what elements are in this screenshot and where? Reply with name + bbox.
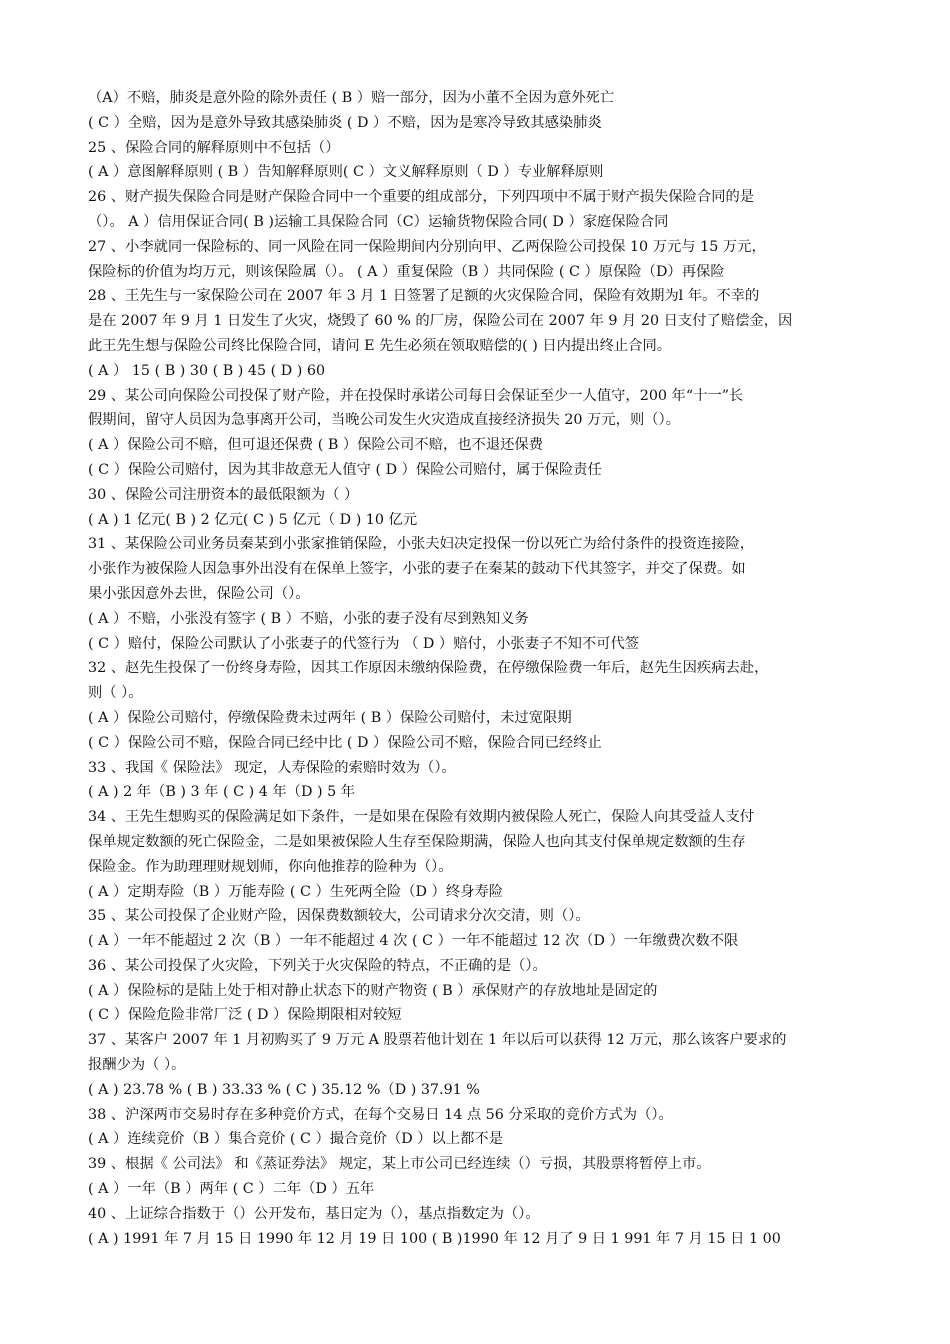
text-line: 果小张因意外去世，保险公司（）。 <box>88 585 310 602</box>
text-line: 假期间，留守人员因为急事离开公司，当晚公司发生火灾造成直接经济损失 20 万元，则（）。 <box>88 412 681 429</box>
text-line: （A）不赔，肺炎是意外险的除外责任 ( B ）赔一部分，因为小董不全因为意外死亡 <box>88 90 615 106</box>
text-line: ( A ） 15 ( B ) 30 ( B ) 45 ( D ) 60 <box>88 362 326 379</box>
text-line: 则（ ）。 <box>88 685 143 702</box>
text-line: ( C ）赔付，保险公司默认了小张妻子的代签行为 （ D ）赔付，小张妻子不知不可代签 <box>88 635 640 652</box>
text-line: 31 、某保险公司业务员秦某到小张家推销保险，小张夫妇决定投保一份以死亡为给付条件的投资连接险， <box>88 536 755 553</box>
text-line: 小张作为被保险人因急事外出没有在保单上签字，小张的妻子在秦某的鼓动下代其签字，并交了保费。如 <box>88 561 746 578</box>
text-line: ( C ）全赔，因为是意外导致其感染肺炎 ( D ）不赔，因为是寒冷导致其感染肺炎 <box>88 114 602 131</box>
text-line: ( A ）连续竞价（B ）集合竞价 ( C ）撮合竞价（D ）以上都不是 <box>88 1131 504 1148</box>
text-line: 26 、财产损失保险合同是财产保险合同中一个重要的组成部分，下列四项中不属于财产损失保险合同的是 <box>88 189 755 206</box>
text-line: 25 、保险合同的解释原则中不包括（） <box>88 139 340 156</box>
text-line: 34 、王先生想购买的保险满足如下条件，一是如果在保险有效期内被保险人死亡，保险人向其受益人支付 <box>88 809 755 826</box>
text-line: （）。 A ）信用保证合同( B )运输工具保险合同（C）运输货物保险合同( D ）家庭保险合同 <box>88 213 669 230</box>
text-line: ( A ) 23.78 % ( B ) 33.33 % ( C ) 35.12 %（D ) 37.91 % <box>88 1081 480 1098</box>
text-line: 28 、王先生与一家保险公司在 2007 年 3 月 1 日签署了足额的火灾保险合同，保险有效期为l 年。不幸的 <box>88 288 760 305</box>
text-line: ( A ) 2 年（B ) 3 年 ( C ) 4 年（D ) 5 年 <box>88 784 356 801</box>
text-line: 37 、某客户 2007 年 1 月初购买了 9 万元 A 股票若他计划在 1 年以后可以获得 12 万元，那么该客户要求的 <box>88 1032 787 1049</box>
text-line: 32 、赵先生投保了一份终身寿险，因其工作原因未缴纳保险费，在停缴保险费一年后，赵先生因疾病去赴， <box>88 660 769 677</box>
text-line: ( A ）意图解释原则 ( B ）告知解释原则( C ）文义解释原则（ D ）专业解释原则 <box>88 164 604 181</box>
text-line: 36 、某公司投保了火灾险，下列关于火灾保险的特点，不正确的是（）。 <box>88 957 547 974</box>
text-line: 保险金。作为助理理财规划师，你向他推荐的险种为（）。 <box>88 858 453 875</box>
text-line: ( A ）保险公司不赔，但可退还保费 ( B ）保险公司不赔，也不退还保费 <box>88 437 544 454</box>
text-line: ( A ）一年（B ）两年 ( C ）二年（D ）五年 <box>88 1181 375 1198</box>
text-line: ( A ) 1 亿元( B ) 2 亿元( C ) 5 亿元（ D ) 10 亿元 <box>88 511 418 528</box>
text-line: 保单规定数额的死亡保险金，二是如果被保险人生存至保险期满，保险人也向其支付保单规定数额的生存 <box>88 833 746 850</box>
text-line: ( C ）保险危险非常厂泛 ( D ）保险期限相对较短 <box>88 1007 402 1024</box>
text-line: 33 、我国《 保险法》 现定，人寿保险的索赔时效为（）。 <box>88 759 456 776</box>
text-line: 是在 2007 年 9 月 1 日发生了火灾，烧毁了 60 % 的厂房，保险公司在 2007 年 9 月 20 日支付了赔偿金，因 <box>88 313 793 330</box>
text-line: ( A ）一年不能超过 2 次（B ）一年不能超过 4 次 ( C ）一年不能超过 12 次（D ）一年缴费次数不限 <box>88 933 739 950</box>
text-line: 40 、上证综合指数于（）公开发布，基日定为（），基点指数定为（）。 <box>88 1205 540 1222</box>
text-line: 27 、小李就同一保险标的、同一风险在同一保险期间内分别向甲、乙两保险公司投保 10 万元与 15 万元， <box>88 238 766 255</box>
text-line: ( C ）保险公司赔付，因为其非故意无人值守 ( D ）保险公司赔付，属于保险责任 <box>88 461 602 478</box>
text-line: ( A ）定期寿险（B ）万能寿险 ( C ）生死两全险（D ）终身寿险 <box>88 883 504 900</box>
text-line: 30 、保险公司注册资本的最低限额为（ ） <box>88 486 359 503</box>
text-line: 此王先生想与保险公司终比保险合同，请问 E 先生必须在领取赔偿的( ) 日内提出终止合同。 <box>88 337 672 354</box>
text-line: ( A ) 1991 年 7 月 15 日 1990 年 12 月 19 日 100 ( B )1990 年 12 月了 9 日 1 991 年 7 月 15 日 1 00 <box>88 1230 781 1247</box>
text-line: 保险标的价值为均万元，则该保险属（）。 ( A ）重复保险（B ）共同保险 ( C ）原保险（D）再保险 <box>88 263 725 280</box>
text-line: 29 、某公司向保险公司投保了财产险，并在投保时承诺公司每日会保证至少一人值守，200 年“十一”长 <box>88 387 744 404</box>
text-line: ( A ）不赔，小张没有签字 ( B ）不赔，小张的妻子没有尽到熟知义务 <box>88 610 529 627</box>
text-line: ( C ）保险公司不赔，保险合同已经中比 ( D ）保险公司不赔，保险合同已经终止 <box>88 734 602 751</box>
text-line: 39 、根据《 公司法》 和《蒸证券法》 规定，某上市公司已经连续（）亏损，其股票将暂停上市。 <box>88 1156 711 1173</box>
text-line: ( A ）保险公司赔付，停缴保险费未过两年 ( B ）保险公司赔付，未过宽限期 <box>88 709 572 726</box>
text-line: ( A ）保险标的是陆上处于相对静止状态下的财产物资 ( B ）承保财产的存放地址是固定的 <box>88 982 658 999</box>
text-line: 35 、某公司投保了企业财产险，因保费数额较大，公司请求分次交清，则（）。 <box>88 908 590 925</box>
document-page <box>88 86 868 1251</box>
text-line: 38 、沪深两市交易时存在多种竞价方式，在每个交易日 14 点 56 分采取的竞价方式为（）。 <box>88 1106 673 1123</box>
text-line: 报酬少为（ ）。 <box>88 1057 186 1074</box>
